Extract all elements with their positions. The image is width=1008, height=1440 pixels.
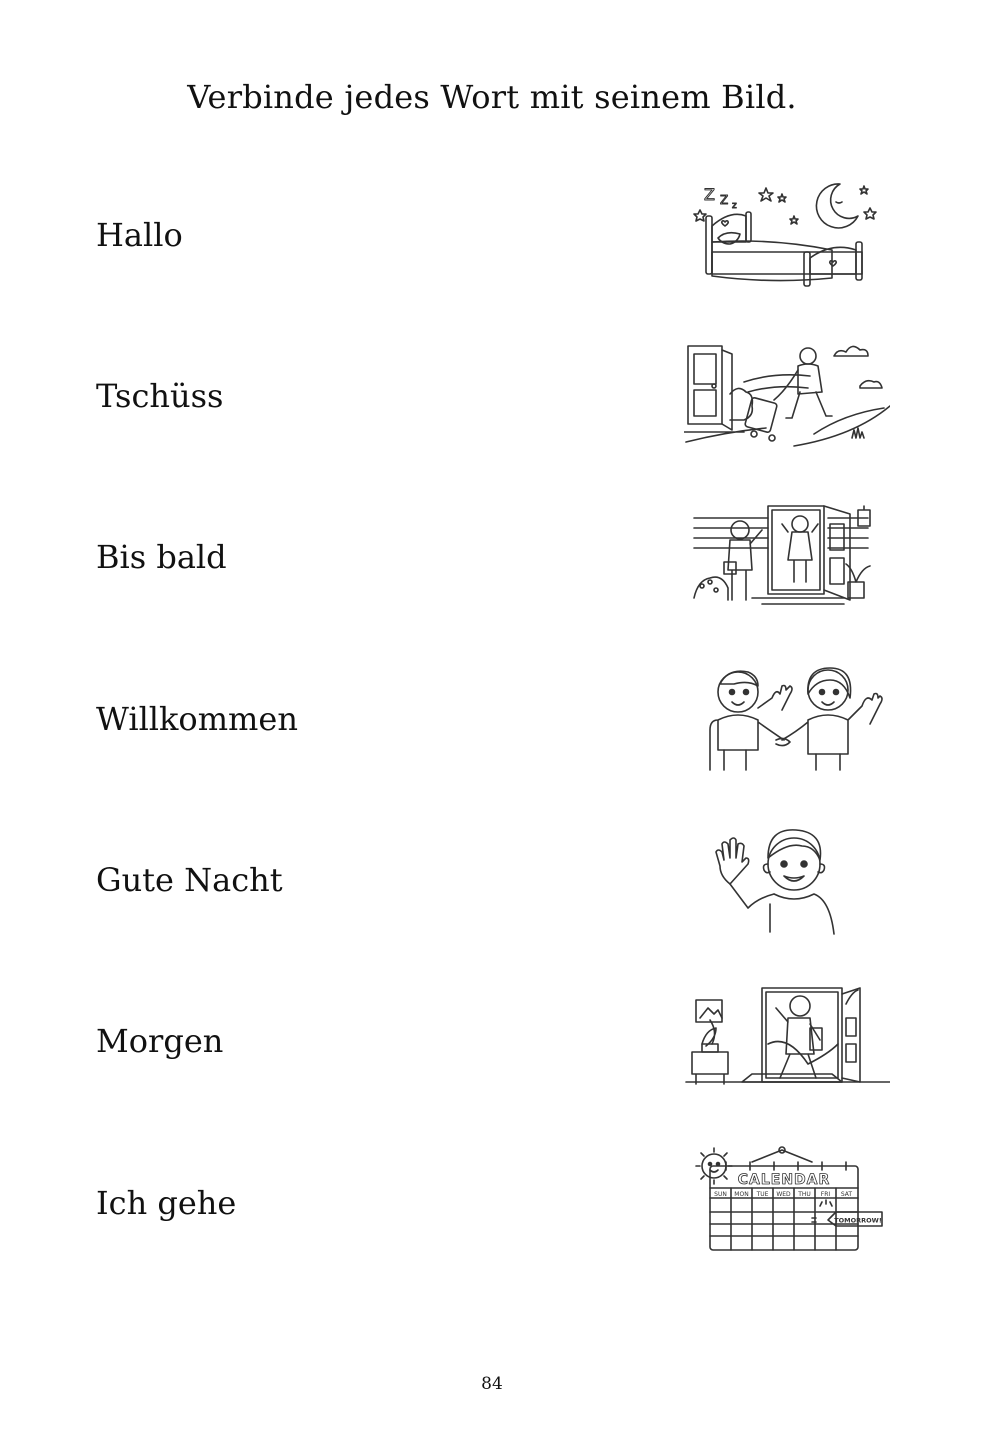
- word-item: Ich gehe: [96, 1184, 237, 1222]
- word-item: Hallo: [96, 216, 183, 254]
- day-label: SAT: [840, 1191, 853, 1198]
- page-number: 84: [481, 1374, 503, 1394]
- boy-waving-icon: [710, 824, 850, 936]
- svg-text:z: z: [732, 201, 737, 211]
- day-label: SUN: [714, 1191, 727, 1198]
- girl-at-door-greeting-icon: [688, 502, 884, 614]
- calendar-tomorrow-icon: [688, 1146, 884, 1258]
- word-item: Willkommen: [96, 700, 298, 738]
- boy-leaving-suitcase-icon: [684, 342, 890, 454]
- svg-text:Z: Z: [704, 185, 715, 204]
- day-label: MON: [734, 1191, 749, 1198]
- day-label: FRI: [820, 1191, 831, 1198]
- bed-night-moon-icon: [690, 180, 890, 292]
- svg-text:Z: Z: [720, 193, 729, 207]
- word-item: Bis bald: [96, 538, 227, 576]
- calendar-title: CALENDAR: [737, 1172, 831, 1188]
- day-label: WED: [776, 1191, 791, 1198]
- instruction-heading: Verbinde jedes Wort mit seinem Bild.: [187, 78, 797, 116]
- children-handshake-icon: [696, 664, 888, 776]
- day-label: THU: [798, 1191, 811, 1198]
- tomorrow-callout: TOMORROW!: [834, 1216, 882, 1225]
- word-item: Morgen: [96, 1022, 224, 1060]
- word-item: Tschüss: [96, 377, 224, 415]
- boy-entering-door-icon: [684, 984, 890, 1096]
- day-label: TUE: [756, 1191, 769, 1198]
- word-item: Gute Nacht: [96, 861, 283, 899]
